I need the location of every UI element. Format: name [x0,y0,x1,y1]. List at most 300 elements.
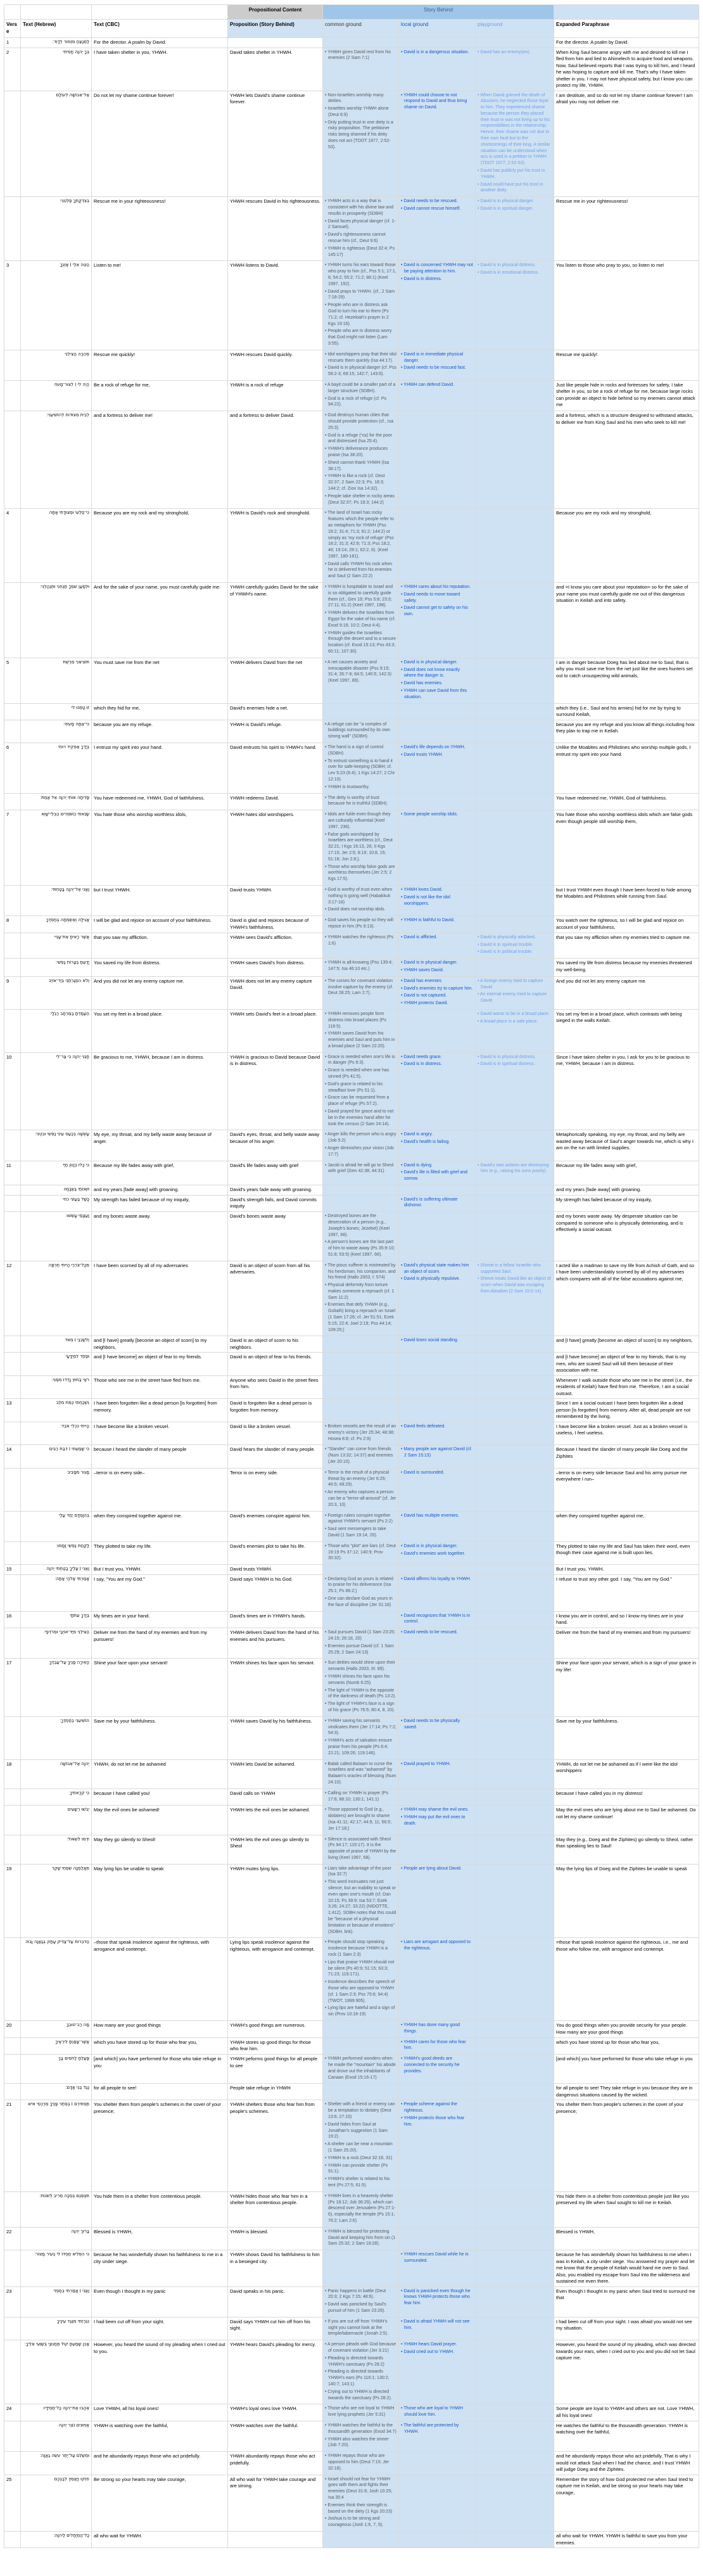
column-header-common-ground[interactable]: common ground [323,20,399,38]
local-ground-cell[interactable] [399,509,476,583]
hebrew-text[interactable]: אֲשֶׁר רָאִיתָ אֶת־עָנְיִי [21,933,92,958]
cbc-text[interactable]: Rescue me quickly! [92,350,228,380]
hebrew-text[interactable]: כִּי־אַתָּה מָעוּזִּי׃ [21,720,92,743]
verse-cell[interactable]: 5 [4,658,21,703]
verse-cell[interactable] [4,933,21,958]
local-ground-cell[interactable] [399,1835,476,1864]
playground-cell[interactable] [476,380,554,411]
common-ground-cell[interactable] [323,1336,399,1353]
hebrew-text[interactable]: בְּיָדְךָ עִתֹּתָי [21,1611,92,1628]
paraphrase-cell[interactable]: Deliver me from the hand of my enemies and from my pursuers! [554,1628,699,1659]
paraphrase-cell[interactable]: You watch over the righteous, so I will be glad and rejoice on account of your faithfulness, [554,916,699,933]
paraphrase-cell[interactable]: YHWH, do not let me be ashamed as if I were like the idol worshippers [554,1759,699,1789]
hebrew-text[interactable]: תּוֹצִיאֵנִי מֵרֶשֶׁת [21,658,92,703]
local-ground-cell[interactable] [399,1353,476,1376]
proposition-text[interactable]: YHWH is blessed. [228,2227,323,2250]
proposition-text[interactable]: YHWH hears David's pleading for mercy. [228,2340,323,2404]
paraphrase-cell[interactable]: when they conspired together against me, [554,1511,699,1541]
proposition-text[interactable]: YHWH rescues David quickly. [228,350,323,380]
column-header-cbc[interactable]: Text (CBC) [92,20,228,38]
proposition-text[interactable]: David trusts YHWH. [228,1565,323,1575]
verse-cell[interactable] [4,2421,21,2451]
common-ground-cell[interactable] [323,810,399,886]
proposition-text[interactable]: David's eyes, throat, and belly waste away because of his anger. [228,1130,323,1161]
playground-cell[interactable] [476,1659,554,1716]
verse-cell[interactable]: 16 [4,1611,21,1628]
paraphrase-cell[interactable]: And you did not let any enemy capture me. [554,976,699,1009]
proposition-text[interactable]: YHWH is David's refuge. [228,720,323,743]
common-ground-cell[interactable] [323,1052,399,1130]
paraphrase-cell[interactable]: I acted like a madman to save my life from Achish of Gath, and so I have been understandably scorned by all of my adversaries which compares with all of the false accusations against me, [554,1261,699,1336]
hebrew-text[interactable]: תִּצְפְּנֵם בְּסֻכָּה מֵרִיב לְשֹׁנוֹת׃ [21,2191,92,2227]
paraphrase-cell[interactable]: Shine your face upon your servant, which is a sign of your grace in my life! [554,1659,699,1716]
verse-cell[interactable] [4,91,21,197]
local-ground-cell[interactable] [399,743,476,794]
common-ground-cell[interactable] [323,1574,399,1611]
proposition-text[interactable]: David calls on YHWH [228,1789,323,1806]
column-header-hebrew[interactable]: Text (Hebrew) [21,20,92,38]
cbc-text[interactable]: and a fortress to deliver me! [92,411,228,509]
playground-cell[interactable] [476,1009,554,1052]
paraphrase-cell[interactable]: You hate those who worship worthless idols which are false gods even though people still worship them, [554,810,699,886]
verse-cell[interactable] [4,1716,21,1759]
playground-cell[interactable] [476,1611,554,1628]
common-ground-cell[interactable] [323,1864,399,1938]
proposition-text[interactable]: David says YHWH is his God. [228,1574,323,1611]
local-ground-cell[interactable] [399,1445,476,1468]
cbc-text[interactable]: –terror is on every side– [92,1468,228,1511]
verse-cell[interactable] [4,1185,21,1196]
common-ground-cell[interactable] [323,2532,399,2548]
common-ground-cell[interactable] [323,933,399,958]
verse-cell[interactable] [4,793,21,810]
verse-cell[interactable] [4,1835,21,1864]
hebrew-text[interactable]: בְּךָ יְהוָה חָסִיתִי [21,48,92,91]
playground-cell[interactable] [476,1212,554,1261]
cbc-text[interactable]: but I trust YHWH. [92,885,228,915]
hebrew-text[interactable]: הֱיֵה לִי ׀ לְצוּר־מָעוֹז [21,380,92,411]
cbc-text[interactable]: because he has wonderfully shown his faithfulness to me in a city under siege. [92,2250,228,2287]
playground-cell[interactable] [476,1759,554,1789]
common-ground-cell[interactable] [323,1835,399,1864]
proposition-text[interactable]: David speaks in his panic. [228,2286,323,2317]
common-ground-cell[interactable] [323,1375,399,1399]
verse-cell[interactable] [4,1009,21,1052]
cbc-text[interactable]: May lying lips be unable to speak [92,1864,228,1938]
proposition-text[interactable]: Lying lips speak insolence against the righteous, with arrogance and contempt. [228,1938,323,2021]
hebrew-text[interactable]: מְהֵרָה הַצִּילֵנִי [21,350,92,380]
local-ground-cell[interactable] [399,1399,476,1422]
cbc-text[interactable]: You hate those who worship worthless idols, [92,810,228,886]
common-ground-cell[interactable] [323,2191,399,2227]
proposition-text[interactable]: YHWH does not let any enemy capture David. [228,976,323,1009]
paraphrase-cell[interactable]: Unlike the Moabites and Philistines who worship multiple gods, I entrust my spirit into your hand. [554,743,699,794]
proposition-text[interactable]: YHWH carefully guides David for the sake of YHWH's name. [228,583,323,658]
proposition-text[interactable]: YHWH delivers David from the net [228,658,323,703]
cbc-text[interactable]: Be a rock of refuge for me, [92,380,228,411]
cbc-text[interactable]: You shelter them from people's schemes in the cover of your presence; [92,2100,228,2191]
paraphrase-cell[interactable]: You shelter them from people's schemes in the cover of your presence; [554,2100,699,2191]
paraphrase-cell[interactable]: May the lying lips of Doeg and the Ziphites be unable to speak [554,1864,699,1938]
playground-cell[interactable] [476,350,554,380]
cbc-text[interactable]: and he abundantly repays those who act pridefully. [92,2452,228,2475]
proposition-text[interactable]: YHWH lets David be ashamed. [228,1759,323,1789]
verse-cell[interactable] [4,2452,21,2475]
verse-cell[interactable]: 19 [4,1864,21,1938]
common-ground-cell[interactable] [323,1009,399,1052]
local-ground-cell[interactable] [399,658,476,703]
cbc-text[interactable]: for all people to see! [92,2084,228,2100]
verse-cell[interactable] [4,1574,21,1611]
cbc-text[interactable]: [and which] you have performed for those who take refuge in you [92,2055,228,2084]
proposition-text[interactable]: David entrusts his spirit to YHWH's hand. [228,743,323,794]
local-ground-cell[interactable] [399,1574,476,1611]
cbc-text[interactable]: YHWH, do not let me be ashamed [92,1759,228,1789]
common-ground-cell[interactable] [323,1353,399,1376]
hebrew-text[interactable]: כִּי כָלוּ בְיָגוֹן חַיַּי [21,1161,92,1185]
proposition-text[interactable]: YHWH listens to David. [228,261,323,350]
common-ground-cell[interactable] [323,1195,399,1212]
paraphrase-cell[interactable]: You set my feet in a broad place, which contrasts with being sieged in the walls Keilah. [554,1009,699,1052]
verse-cell[interactable] [4,2532,21,2548]
playground-cell[interactable] [476,2037,554,2055]
common-ground-cell[interactable] [323,658,399,703]
verse-cell[interactable] [4,1806,21,1835]
local-ground-cell[interactable] [399,583,476,658]
cbc-text[interactable]: How many are your good things [92,2021,228,2038]
proposition-text[interactable]: YHWH mutes lying lips. [228,1864,323,1938]
verse-cell[interactable] [4,720,21,743]
paraphrase-cell[interactable]: and my bones waste away. My desperate situation can be compared to someone who is physically deteriorating, and is effectively a social outcast. [554,1212,699,1261]
verse-cell[interactable] [4,1468,21,1511]
hebrew-text[interactable]: אָגִילָה וְאֶשְׂמְחָה בְּחַסְדֶּךָ [21,916,92,933]
local-ground-cell[interactable] [399,933,476,958]
paraphrase-cell[interactable]: Just like people hide in rocks and fortresses for safety, I take shelter in you, so be a rock of refuge for me, because large rocks can provide an object to hide behind so my enemies cannot attack me [554,380,699,411]
playground-cell[interactable] [476,2404,554,2421]
group-header-spacer[interactable] [92,5,228,20]
hebrew-text[interactable]: פָּעַלְתָּ לַחֹסִים בָּךְ [21,2055,92,2084]
proposition-text[interactable]: YHWH shows David his faithfulness to him in a besieged city. [228,2250,323,2287]
paraphrase-cell[interactable]: and =I know you care about your reputation= so for the sake of your name you must carefully guide me out of this dangerous situation in Keilah and into safety. [554,583,699,658]
cbc-text[interactable]: You saved my life from distress. [92,959,228,977]
paraphrase-cell[interactable]: Metaphorically speaking, my eye, my throat, and my belly are wasted away because of Saul's anger towards me, which is why I am on the run with limited supplies. [554,1130,699,1161]
common-ground-cell[interactable] [323,1565,399,1575]
hebrew-text[interactable]: נִשְׁכַּחְתִּי כְּמֵת מִלֵּב [21,1399,92,1422]
hebrew-text[interactable]: בְּהִוָּסְדָם יַחַד עָלַי [21,1511,92,1541]
cbc-text[interactable]: You hide them in a shelter from contentious people. [92,2191,228,2227]
local-ground-cell[interactable] [399,1009,476,1052]
local-ground-cell[interactable] [399,91,476,197]
paraphrase-cell[interactable]: and my years [fade away] with groaning. [554,1185,699,1196]
cbc-text[interactable]: You set my feet in a broad place. [92,1009,228,1052]
hebrew-text[interactable]: הֶעֱמַדְתָּ בַמֶּרְחָב רַגְלָי׃ [21,1009,92,1052]
cbc-text[interactable]: I have become like a broken vessel. [92,1422,228,1444]
cbc-text[interactable]: Rescue me in your righteousness! [92,197,228,261]
verse-cell[interactable]: 11 [4,1161,21,1185]
hebrew-text[interactable]: שָׂנֵאתִי הַשֹּׁמְרִים הַבְלֵי־שָׁוְא [21,810,92,886]
playground-cell[interactable] [476,1716,554,1759]
playground-cell[interactable] [476,509,554,583]
proposition-text[interactable]: YHWH lets the evil ones go silently to Sheol [228,1835,323,1864]
proposition-text[interactable]: YHWH is gracious to David because David is in distress. [228,1052,323,1130]
hebrew-text[interactable]: הַדֹּבְרוֹת עַל־צַדִּיק עָתָק בְּגַאֲוָה וָבוּז׃ [21,1938,92,2021]
paraphrase-cell[interactable]: Because you are my rock and my stronghold, [554,509,699,583]
proposition-text[interactable]: David is an object of fear to his friends. [228,1353,323,1376]
cbc-text[interactable]: Even though I thought in my panic [92,2286,228,2317]
hebrew-text[interactable]: וְלֹא הִסְגַּרְתַּנִי בְּיַד־אוֹיֵב [21,976,92,1009]
proposition-text[interactable]: YHWH peforms good things for all people to see [228,2055,323,2084]
common-ground-cell[interactable] [323,1611,399,1628]
hebrew-text[interactable]: אָכֵן שָׁמַעְתָּ קוֹל תַּחֲנוּנַי בְּשַׁוְּעִי אֵלֶיךָ׃ [21,2340,92,2404]
local-ground-cell[interactable] [399,1864,476,1938]
paraphrase-cell[interactable]: You listen to those who pray to you, so listen to me! [554,261,699,350]
verse-cell[interactable]: 13 [4,1399,21,1422]
playground-cell[interactable] [476,1399,554,1422]
playground-cell[interactable] [476,1261,554,1336]
verse-cell[interactable]: 7 [4,810,21,886]
proposition-text[interactable]: David trusts YHWH. [228,885,323,915]
local-ground-cell[interactable] [399,1261,476,1336]
hebrew-text[interactable]: פָּדִיתָה אוֹתִי יְהוָה אֵל אֱמֶת׃ [21,793,92,810]
hebrew-text[interactable]: כִּי הִפְלִיא חַסְדּוֹ לִי בְּעִיר מָצוֹר׃ [21,2250,92,2287]
common-ground-cell[interactable] [323,1399,399,1422]
verse-cell[interactable] [4,1541,21,1564]
hebrew-text[interactable]: כִּי קְרָאתִיךָ [21,1789,92,1806]
hebrew-text[interactable]: וַאֲנִי ׀ אָמַרְתִּי בְחָפְזִי [21,2286,92,2317]
hebrew-text[interactable]: וַאֲנִי אֶל־יְהוָה בָּטָחְתִּי׃ [21,885,92,915]
paraphrase-cell[interactable]: Remember the story of how God protected me when Saul tried to capture me in Keilah, and be strong so your hearts may take courage, [554,2475,699,2531]
paraphrase-cell[interactable]: When King Saul became angry with me and desired to kill me I fled from him and lied to Ahimelech to acquire food and weapons. Now, Saul believed reports that I was trying to kill him, and I heard he was hoping to capture and kill me. That's why I have taken shelter in you. I may not have physical safety, but I know you can protect my life, YHWH. [554,48,699,91]
hebrew-text[interactable]: מִכָּל־צֹרְרַי הָיִיתִי חֶרְפָּה [21,1261,92,1336]
local-ground-cell[interactable] [399,1212,476,1261]
proposition-text[interactable]: Anyone who sees David in the street flees from him. [228,1375,323,1399]
common-ground-cell[interactable] [323,2055,399,2084]
proposition-text[interactable]: YHWH shines his face upon his servant. [228,1659,323,1716]
playground-cell[interactable] [476,2532,554,2548]
proposition-text[interactable]: YHWH is a rock of refuge [228,380,323,411]
local-ground-cell[interactable] [399,261,476,350]
cbc-text[interactable]: and my bones waste away. [92,1212,228,1261]
verse-cell[interactable] [4,2084,21,2100]
column-header-local-ground[interactable]: local ground [399,20,476,38]
proposition-text[interactable]: YHWH hides those who fear him in a shelter from contentious people. [228,2191,323,2227]
cbc-text[interactable]: And you did not let any enemy capture me. [92,976,228,1009]
playground-cell[interactable] [476,720,554,743]
local-ground-cell[interactable] [399,2452,476,2475]
local-ground-cell[interactable] [399,38,476,48]
verse-cell[interactable] [4,1422,21,1444]
local-ground-cell[interactable] [399,2084,476,2100]
proposition-text[interactable]: David's enemies conspire against him. [228,1511,323,1541]
playground-cell[interactable] [476,2475,554,2531]
cbc-text[interactable]: However, you heard the sound of my pleading when I cried out to you. [92,2340,228,2404]
cbc-text[interactable]: which they hid for me, [92,703,228,720]
proposition-text[interactable]: YHWH delivers David from the hand of his enemies and his pursuers. [228,1628,323,1659]
hebrew-text[interactable]: כָּשַׁל בַּעֲוֹנִי כֹחִי [21,1195,92,1212]
local-ground-cell[interactable] [399,885,476,915]
hebrew-text[interactable]: כִּי שָׁמַעְתִּי ׀ דִּבַּת רַבִּים [21,1445,92,1468]
proposition-text[interactable] [228,38,323,48]
common-ground-cell[interactable] [323,1422,399,1444]
paraphrase-cell[interactable]: You saved my life from distress because my enemies threatened my well-being. [554,959,699,977]
paraphrase-cell[interactable]: I had been cut off from your sight. I was afraid you would not see my situation. [554,2317,699,2340]
hebrew-text[interactable]: וּמְשַׁלֵּם עַל־יֶתֶר עֹשֵׂה גַאֲוָה׃ [21,2452,92,2475]
paraphrase-cell[interactable]: and [I have] greatly [become an object of scorn] to my neighbors, [554,1336,699,1353]
hebrew-text[interactable]: אַל־אֵבוֹשָׁה לְעוֹלָם [21,91,92,197]
local-ground-cell[interactable] [399,793,476,810]
common-ground-cell[interactable] [323,959,399,977]
paraphrase-cell[interactable]: Whenever I walk outside those who see me in the street (i.e., the residents of Keilah) have fled from me. Therefore, I am a social outcast. [554,1375,699,1399]
common-ground-cell[interactable] [323,2227,399,2250]
local-ground-cell[interactable] [399,2421,476,2451]
common-ground-cell[interactable] [323,2340,399,2404]
cbc-text[interactable]: Do not let my shame continue forever! [92,91,228,197]
local-ground-cell[interactable] [399,380,476,411]
cbc-text[interactable]: and my years [fade away] with groaning. [92,1185,228,1196]
common-ground-cell[interactable] [323,509,399,583]
cbc-text[interactable]: YHWH is watching over the faithful, [92,2421,228,2451]
proposition-text[interactable]: David says YHWH cut him off from his sight. [228,2317,323,2340]
cbc-text[interactable]: because I have called you! [92,1789,228,1806]
verse-cell[interactable] [4,1195,21,1212]
local-ground-cell[interactable] [399,1716,476,1759]
playground-cell[interactable] [476,1541,554,1564]
proposition-text[interactable]: David takes shelter in YHWH. [228,48,323,91]
proposition-text[interactable]: YHWH's good things are numerous. [228,2021,323,2038]
common-ground-cell[interactable] [323,1759,399,1789]
local-ground-cell[interactable] [399,1161,476,1185]
verse-cell[interactable] [4,2340,21,2404]
proposition-text[interactable]: and a fortress to deliver David. [228,411,323,509]
local-ground-cell[interactable] [399,2100,476,2191]
hebrew-text[interactable]: לְבֵית מְצוּדוֹת לְהוֹשִׁיעֵנִי׃ [21,411,92,509]
cbc-text[interactable]: Save me by your faithfulness. [92,1716,228,1759]
proposition-text[interactable]: David is like a broken vessel. [228,1422,323,1444]
local-ground-cell[interactable] [399,1541,476,1564]
common-ground-cell[interactable] [323,1789,399,1806]
playground-cell[interactable] [476,1130,554,1161]
local-ground-cell[interactable] [399,1422,476,1444]
hebrew-text[interactable]: אָמַרְתִּי אֱלֹהַי אָתָּה׃ [21,1574,92,1611]
common-ground-cell[interactable] [323,2037,399,2055]
proposition-text[interactable]: David's strength fails, and David commits iniquity [228,1195,323,1212]
verse-cell[interactable] [4,583,21,658]
playground-cell[interactable] [476,1835,554,1864]
playground-cell[interactable] [476,2227,554,2250]
paraphrase-cell[interactable]: [and which] you have performed for those who take refuge in you [554,2055,699,2084]
common-ground-cell[interactable] [323,793,399,810]
hebrew-text[interactable]: עָשְׁשָׁה בְכַעַס עֵינִי נַפְשִׁי וּבִטְנִי׃ [21,1130,92,1161]
cbc-text[interactable]: My eye, my throat, and my belly waste away because of anger. [92,1130,228,1161]
verse-cell[interactable] [4,1336,21,1353]
paraphrase-cell[interactable]: Save me by your faithfulness. [554,1716,699,1759]
paraphrase-cell[interactable]: He watches the faithful to the thousandth generation. YHWH is watching over the faithful, [554,2421,699,2451]
playground-cell[interactable] [476,1565,554,1575]
local-ground-cell[interactable] [399,916,476,933]
common-ground-cell[interactable] [323,1130,399,1161]
playground-cell[interactable] [476,1938,554,2021]
proposition-text[interactable]: YHWH watches over the faithful. [228,2421,323,2451]
playground-cell[interactable] [476,411,554,509]
common-ground-cell[interactable] [323,1938,399,2021]
common-ground-cell[interactable] [323,1659,399,1716]
common-ground-cell[interactable] [323,2100,399,2191]
hebrew-text[interactable]: נִגְרַזְתִּי מִנֶּגֶד עֵינֶיךָ [21,2317,92,2340]
verse-cell[interactable]: 21 [4,2100,21,2191]
cbc-text[interactable]: and [I have] greatly [become an object of scorn] to my neighbors, [92,1336,228,1353]
playground-cell[interactable] [476,2021,554,2038]
common-ground-cell[interactable] [323,2286,399,2317]
cbc-text[interactable]: Because you are my rock and my stronghold, [92,509,228,583]
common-ground-cell[interactable] [323,197,399,261]
group-header-spacer-blue[interactable] [554,5,699,20]
local-ground-cell[interactable] [399,1565,476,1575]
verse-cell[interactable]: 2 [4,48,21,91]
verse-cell[interactable]: 14 [4,1445,21,1468]
common-ground-cell[interactable] [323,1541,399,1564]
paraphrase-cell[interactable]: For the director. A psalm by David. [554,38,699,48]
hebrew-text[interactable]: כָּל־הַמְיַחֲלִים לַיהוָה׃ [21,2532,92,2548]
cbc-text[interactable]: I will be glad and rejoice on account of your faithfulness. [92,916,228,933]
paraphrase-cell[interactable]: I have become like a broken vessel. Just as a broken vessel is useless, I feel useless. [554,1422,699,1444]
common-ground-cell[interactable] [323,1806,399,1835]
column-header-playground[interactable]: playground [476,20,554,38]
local-ground-cell[interactable] [399,2286,476,2317]
common-ground-cell[interactable] [323,703,399,720]
cbc-text[interactable]: –those that speak insolence against the righteous, with arrogance and contempt. [92,1938,228,2021]
local-ground-cell[interactable] [399,1130,476,1161]
paraphrase-cell[interactable]: Even though I thought in my panic when Saul tried to surround me that [554,2286,699,2317]
playground-cell[interactable] [476,1628,554,1659]
hebrew-text[interactable]: מָה רַב־טוּבְךָ [21,2021,92,2038]
common-ground-cell[interactable] [323,885,399,915]
playground-cell[interactable] [476,2317,554,2340]
cbc-text[interactable]: Be gracious to me, YHWH, because I am in distress. [92,1052,228,1130]
local-ground-cell[interactable] [399,48,476,91]
cbc-text[interactable]: and [I have become] an object of fear to my friends. [92,1353,228,1376]
playground-cell[interactable] [476,2452,554,2475]
playground-cell[interactable] [476,91,554,197]
playground-cell[interactable] [476,2100,554,2191]
paraphrase-cell[interactable]: and he abundantly repays those who act pridefully. That is why I would not attack Saul when I had the chance, and I trust YHWH will judge Doeg and the Ziphites. [554,2452,699,2475]
proposition-text[interactable]: People take refuge in YHWH [228,2084,323,2100]
cbc-text[interactable]: because I heard the slander of many people [92,1445,228,1468]
hebrew-text[interactable]: הַצִּילֵנִי מִיַּד־אוֹיְבַי וּמֵרֹדְפָי׃ [21,1628,92,1659]
paraphrase-cell[interactable]: May they (e.g., Doeg and the Ziphites) go silently to Sheol, rather than speaking lies to Saul! [554,1835,699,1864]
verse-cell[interactable] [4,1353,21,1376]
verse-cell[interactable]: 24 [4,2404,21,2421]
hebrew-text[interactable]: וּשְׁנוֹתַי בַּאֲנָחָה [21,1185,92,1196]
proposition-text[interactable]: David's enemies hide a net. [228,703,323,720]
verse-cell[interactable]: 25 [4,2475,21,2531]
verse-cell[interactable] [4,1938,21,2021]
cbc-text[interactable]: My strength has failed because of my iniquity, [92,1195,228,1212]
hebrew-text[interactable]: וְלִשֲׁכֵנַי ׀ מְאֹד [21,1336,92,1353]
proposition-text[interactable]: David is an object of scorn to his neighbors. [228,1336,323,1353]
paraphrase-cell[interactable]: because you are my refuge and you know all things including how they plan to trap me in Keilah. [554,720,699,743]
playground-cell[interactable] [476,793,554,810]
hebrew-text[interactable]: הָאִירָה פָנֶיךָ עַל־עַבְדֶּךָ [21,1659,92,1716]
common-ground-cell[interactable] [323,583,399,658]
local-ground-cell[interactable] [399,1806,476,1835]
verse-cell[interactable] [4,703,21,720]
group-header-spacer[interactable] [21,5,92,20]
proposition-text[interactable]: YHWH abundantly repays those who act pridefully. [228,2452,323,2475]
cbc-text[interactable]: which you have stored up for those who fear you, [92,2037,228,2055]
verse-cell[interactable] [4,1130,21,1161]
verse-cell[interactable]: 20 [4,2021,21,2038]
verse-cell[interactable]: 4 [4,509,21,583]
